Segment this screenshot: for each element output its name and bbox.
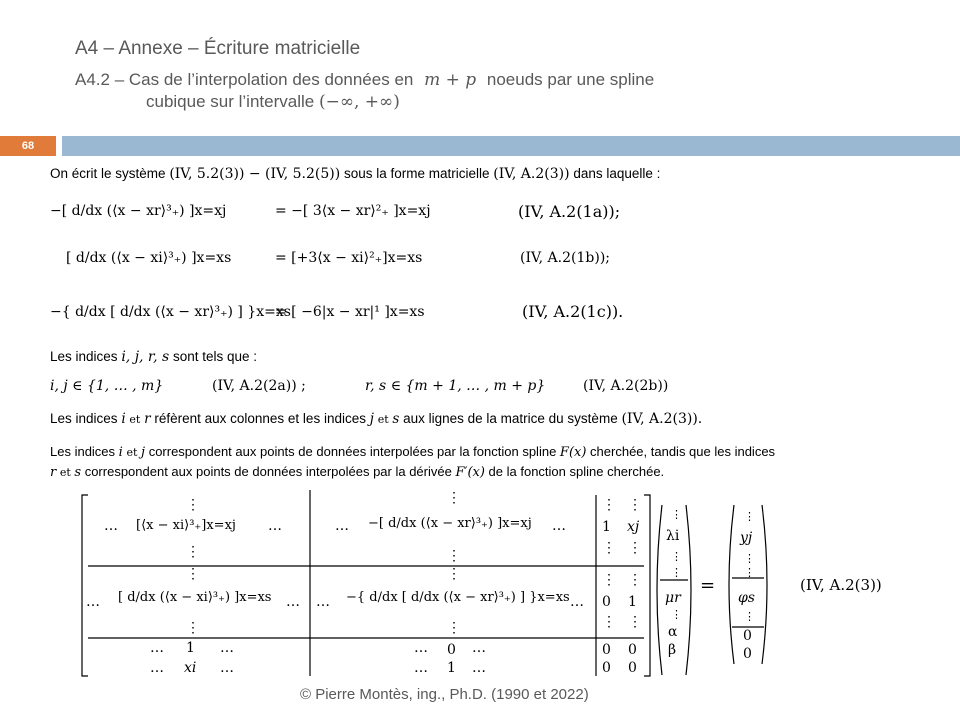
corr2-text-c: de la fonction spline cherchée. (488, 464, 665, 479)
vdots: ⋮ (628, 614, 642, 630)
eq1-lhs: −[ d/dx (⟨x − xr⟩³₊) ]x=xj (50, 203, 227, 219)
eq2-rhs: = [+3⟨x − xi⟩²₊]x=xs (275, 250, 423, 266)
ellipsis: … (472, 640, 486, 656)
eq2-lhs: [ d/dx (⟨x − xi⟩³₊) ]x=xs (66, 250, 232, 266)
vdots: ⋮ (602, 540, 616, 556)
refer-text-c: aux lignes de la matrice du système (403, 411, 618, 426)
vdots: ⋮ (744, 610, 755, 623)
block-a22: −{ d/dx [ d/dx (⟨x − xr⟩³₊) ] }x=xs (346, 590, 570, 605)
vdots: ⋮ (671, 608, 682, 621)
block-a12: −[ d/dx (⟨x − xr⟩³₊) ]x=xj (368, 516, 532, 531)
eq3-lhs: −{ d/dx [ d/dx (⟨x − xr⟩³₊) ] }x=xs (50, 304, 291, 320)
corr1-text-c: cherchée, tandis que les indices (590, 444, 776, 459)
ellipsis: … (552, 518, 566, 534)
corr2-et: et (59, 466, 71, 479)
ellipsis: … (268, 518, 282, 534)
ellipsis: … (150, 640, 164, 656)
set2-ref: (IV, A.2(2b)) (583, 378, 669, 394)
vdots: ⋮ (628, 572, 642, 588)
eq3-rhs: = [ −6|x − xr|¹ ]x=xs (275, 304, 425, 320)
ellipsis: … (472, 660, 486, 676)
vdots: ⋮ (602, 497, 616, 513)
vdots: ⋮ (602, 614, 616, 630)
corr1-text-b: correspondent aux points de données interpolées par la fonction spline (148, 444, 557, 459)
ellipsis: … (104, 518, 118, 534)
xi-cell: xi (184, 660, 197, 676)
intro-math-2: (IV, A.2(3)) (493, 166, 570, 182)
one-cell: 1 (447, 660, 456, 676)
refer-j: j (369, 411, 374, 427)
eq3-ref: (IV, A.2(1c)). (522, 302, 624, 321)
unknown-right-paren (686, 505, 691, 675)
ellipsis: … (570, 594, 584, 610)
set1: i, j ∈ {1, … , m} (50, 378, 164, 394)
subtitle-line2: cubique sur l’intervalle (146, 92, 315, 111)
corr1-text-a: Les indices (50, 444, 116, 459)
slide-title: A4 – Annexe – Écriture matricielle (75, 38, 361, 59)
unknown-beta: β (668, 642, 677, 658)
indices-text-b: sont tels que : (172, 349, 257, 364)
unknown-mu: μr (665, 590, 681, 606)
page-number-badge: 68 (0, 136, 56, 156)
vdots: ⋮ (628, 540, 642, 556)
corr2-r: r (50, 465, 57, 480)
refer-s: s (392, 411, 400, 427)
subtitle-math: m + p (424, 70, 477, 90)
vdots: ⋮ (186, 544, 200, 560)
corr1-et: et (126, 446, 138, 459)
vdots: ⋮ (628, 497, 642, 513)
ellipsis: … (220, 640, 234, 656)
subtitle-suffix: noeuds par une spline (486, 70, 655, 89)
footer-copyright: © Pierre Montès, ing., Ph.D. (1990 et 2022) (300, 686, 589, 703)
vdots: ⋮ (671, 566, 682, 579)
zero-cell: 0 (628, 642, 637, 658)
one-cell: 1 (186, 640, 195, 656)
unknown-alpha: α (668, 624, 678, 640)
subtitle-interval: (−∞, +∞) (318, 92, 400, 112)
unknown-lambda: λi (666, 528, 680, 544)
refer-ref: (IV, A.2(3)). (621, 411, 703, 427)
corr2-text-b: correspondent aux points de données interpolées par la dérivée (84, 464, 452, 479)
matrix-right-bracket (644, 495, 650, 676)
unknown-left-paren (657, 505, 662, 675)
ellipsis: … (335, 518, 349, 534)
zero-cell: 0 (602, 660, 611, 676)
ellipsis: … (414, 660, 428, 676)
refer-r: r (144, 411, 151, 427)
ellipsis: … (86, 594, 100, 610)
ellipsis: … (316, 594, 330, 610)
block-a11: [⟨x − xi⟩³₊]x=xj (136, 518, 236, 533)
equals-sign: = (700, 575, 716, 596)
zero-cell: 0 (602, 642, 611, 658)
vdots: ⋮ (744, 510, 755, 523)
eq1-rhs: = −[ 3⟨x − xr⟩²₊ ]x=xj (275, 203, 431, 219)
block-a21: [ d/dx (⟨x − xi⟩³₊) ]x=xs (118, 590, 272, 605)
vdots: ⋮ (447, 490, 461, 506)
intro-math-1: (IV, 5.2(3)) − (IV, 5.2(5)) (169, 166, 341, 182)
rhs-zero-1: 0 (743, 628, 752, 644)
rhs-left-paren (729, 505, 734, 664)
indices-math: i, j, r, s (121, 349, 170, 365)
indices-text-a: Les indices (50, 349, 118, 364)
ellipsis: … (150, 660, 164, 676)
vdots: ⋮ (186, 497, 200, 513)
refer-i: i (121, 411, 126, 427)
zero-cell: 0 (628, 660, 637, 676)
rhs-y: yj (740, 530, 753, 546)
subtitle-prefix: A4.2 – Cas de l’interpolation des données en (75, 70, 414, 89)
vdots: ⋮ (447, 566, 461, 582)
zero-cell: 0 (447, 642, 456, 658)
corr1-F: F(x) (559, 445, 587, 460)
vdots: ⋮ (744, 566, 755, 579)
vdots: ⋮ (186, 620, 200, 636)
set2: r, s ∈ {m + 1, … , m + p} (365, 378, 546, 394)
intro-text-b: sous la forme matricielle (343, 166, 490, 181)
corr2-s: s (74, 465, 82, 480)
eq2-ref: (IV, A.2(1b)); (520, 250, 610, 266)
vdots: ⋮ (447, 620, 461, 636)
corr1-j: j (141, 445, 146, 460)
eq1-ref: (IV, A.2(1a)); (518, 202, 621, 221)
refer-et-2: et (377, 413, 389, 426)
vdots: ⋮ (447, 548, 461, 564)
ellipsis: … (414, 640, 428, 656)
set1-ref: (IV, A.2(2a)) ; (212, 378, 306, 394)
ellipsis: … (286, 594, 300, 610)
intro-text-c: dans laquelle : (573, 166, 661, 181)
refer-text-b: réfèrent aux colonnes et les indices (154, 411, 366, 426)
refer-et-1: et (129, 413, 141, 426)
vdots: ⋮ (671, 508, 682, 521)
ellipsis: … (220, 660, 234, 676)
vdots: ⋮ (602, 572, 616, 588)
rhs-zero-2: 0 (743, 646, 752, 662)
zero-cell: 0 (602, 594, 611, 610)
vdots: ⋮ (186, 566, 200, 582)
matrix-ref: (IV, A.2(3)) (800, 576, 882, 594)
refer-text-a: Les indices (50, 411, 118, 426)
rhs-right-paren (762, 505, 767, 664)
one-cell: 1 (602, 519, 611, 535)
xj-cell: xj (627, 519, 640, 535)
one-cell: 1 (628, 594, 637, 610)
vdots: ⋮ (671, 550, 682, 563)
rhs-phi: φs (738, 590, 755, 606)
corr1-i: i (118, 445, 123, 460)
intro-text-a: On écrit le système (50, 166, 166, 181)
matrix-left-bracket (82, 495, 88, 676)
corr2-F: F′(x) (455, 465, 485, 480)
vdots: ⋮ (744, 552, 755, 565)
